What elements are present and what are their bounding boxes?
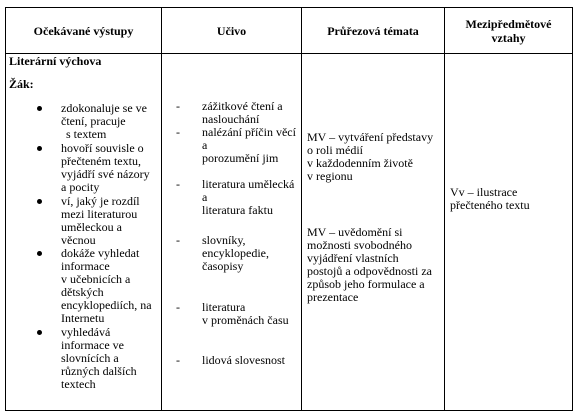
item-line: Internetu (61, 311, 105, 325)
item-line: vyjádření vlastních (307, 251, 399, 265)
item-line: naslouchání (202, 112, 260, 126)
curriculum-table (5, 7, 573, 411)
dash-marker: - (176, 177, 180, 191)
item-line: časopisy (202, 259, 244, 273)
bullet-icon (37, 199, 42, 204)
section-title: Literární výchova (9, 54, 102, 68)
item-line: možnosti svobodného (307, 238, 412, 252)
dash-marker: - (176, 353, 180, 367)
header-curriculum: Učivo (162, 8, 302, 54)
item-line: čtení, pracuje (61, 114, 126, 128)
item-line: různých dalších (61, 364, 137, 378)
header-row (6, 8, 573, 54)
item-line: lidová slovesnost (202, 353, 285, 367)
header-col4-line2: vztahy (491, 30, 526, 45)
header-interdisciplinary-relations (445, 8, 573, 54)
item-line: postojů a odpovědnosti za (307, 264, 432, 278)
item-line: přečteného textu (450, 198, 530, 212)
item-line: vyhledává (61, 325, 111, 339)
dash-marker: - (176, 125, 180, 139)
item-line: encyklopedie, (202, 246, 269, 260)
item-line: slovníky, (202, 233, 246, 247)
item-line: literatura umělecká a (202, 177, 295, 204)
bullet-icon (37, 251, 42, 256)
crosscutting-item (307, 226, 443, 304)
content-row (6, 54, 573, 411)
item-line: literatura faktu (202, 203, 273, 217)
item-line: mezi literaturou (61, 207, 138, 221)
bullet-icon (37, 146, 42, 151)
item-line: o roli médií (307, 143, 363, 157)
item-line: s textem (66, 127, 107, 141)
bullet-icon (37, 330, 42, 335)
header-col4-line1: Mezipředmětové (465, 16, 552, 31)
item-line: dokáže vyhledat (61, 246, 140, 260)
item-line: v učebnicích a (61, 272, 131, 286)
item-line: vyjádří své názory (61, 167, 150, 181)
item-line: způsob jeho formulace a (307, 277, 425, 291)
item-line: a pocity (61, 180, 100, 194)
item-line: slovnících a (61, 351, 119, 365)
outcomes-cell (6, 54, 162, 411)
item-line: uměleckou a (61, 220, 122, 234)
relations-cell (445, 54, 573, 411)
relations-text (450, 186, 570, 212)
item-line: v regionu (307, 169, 353, 183)
crosscutting-cell (302, 54, 445, 411)
crosscutting-item (307, 131, 443, 183)
item-line: encyklopediích, na (61, 298, 152, 312)
item-line: v proměnách času (202, 313, 289, 327)
item-line: přečteném textu, (61, 154, 141, 168)
item-line: zážitkové čtení a (202, 99, 283, 113)
item-line: informace (61, 259, 110, 273)
item-line: literatura (202, 300, 246, 314)
item-line: ví, jaký je rozdíl (61, 194, 140, 208)
dash-marker: - (176, 99, 180, 113)
header-expected-outcomes: Očekávané výstupy (6, 8, 162, 54)
item-line: hovoří souvisle o (61, 141, 144, 155)
item-line: porozumění jim (202, 151, 279, 165)
item-line: MV – uvědomění si (307, 225, 403, 239)
pupil-label: Žák: (9, 77, 34, 91)
curriculum-cell (162, 54, 302, 411)
dash-marker: - (176, 233, 180, 247)
item-line: věcnou (61, 233, 96, 247)
item-line: Vv – ilustrace (450, 185, 518, 199)
item-line: textech (61, 377, 96, 391)
item-line: informace ve (61, 338, 124, 352)
item-line: prezentace (307, 290, 359, 304)
item-line: MV – vytváření představy (307, 130, 434, 144)
item-line: nalézání příčin věcí a (202, 125, 296, 152)
dash-marker: - (176, 300, 180, 314)
item-line: v každodenním životě (307, 156, 413, 170)
item-line: zdokonaluje se ve (61, 101, 147, 115)
bullet-icon (37, 106, 42, 111)
item-line: dětských (61, 285, 104, 299)
header-crosscutting-themes: Průřezová témata (302, 8, 445, 54)
